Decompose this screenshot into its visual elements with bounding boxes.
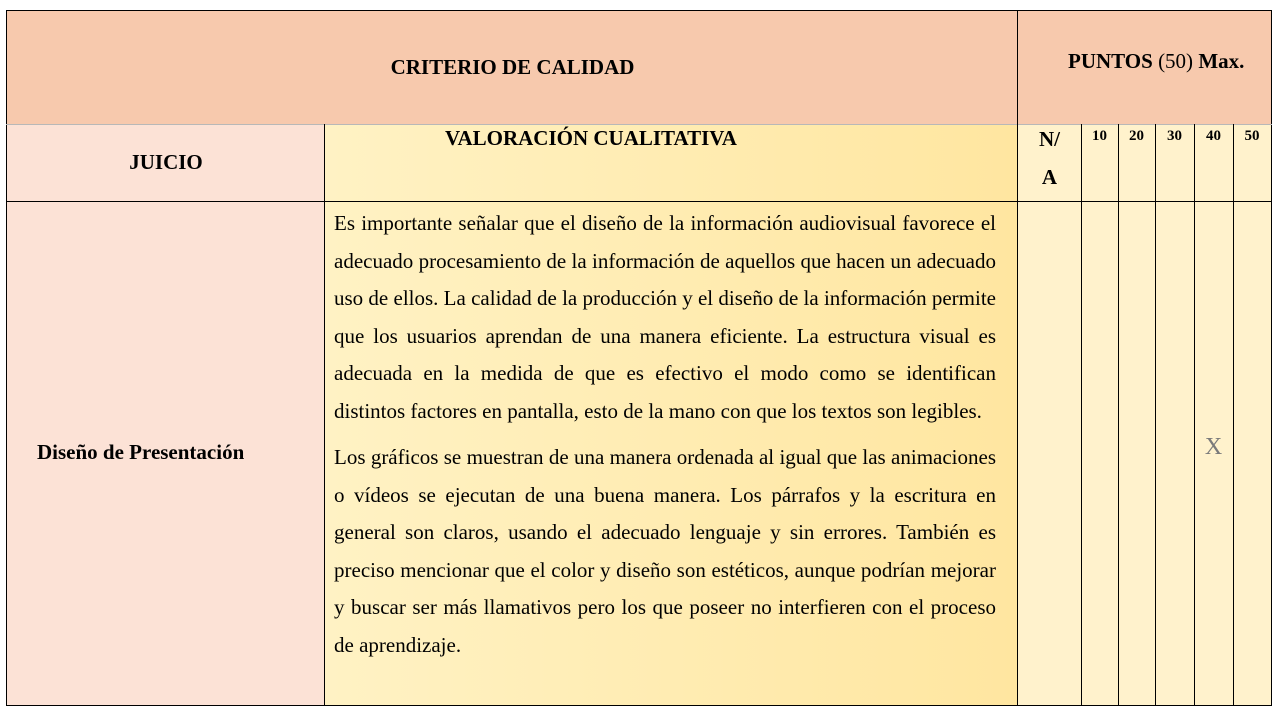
- score-header-50: [1233, 124, 1271, 201]
- divider-na: [1081, 124, 1082, 706]
- divider-40: [1233, 124, 1234, 706]
- juicio-cell: [7, 201, 325, 705]
- table-border-left: [6, 10, 7, 706]
- puntos-value: (50): [1158, 49, 1194, 73]
- divider-10: [1118, 124, 1119, 706]
- score-cell-20: [1118, 201, 1155, 705]
- puntos-header-cell: [1018, 11, 1271, 124]
- score-header-20: [1118, 124, 1155, 201]
- na-header-line1: N/: [1039, 127, 1060, 151]
- juicio-header-cell: [7, 124, 325, 201]
- score-label-20: 20: [1129, 128, 1144, 144]
- score-cell-30: [1155, 201, 1194, 705]
- table-border-top: [6, 10, 1272, 11]
- score-label-10: 10: [1092, 128, 1107, 144]
- score-header-40: [1194, 124, 1233, 201]
- score-header-30: [1155, 124, 1194, 201]
- na-header-cell: [1018, 124, 1081, 201]
- criterio-header-cell: [7, 11, 1018, 124]
- valoracion-header-label: VALORACIÓN CUALITATIVA: [445, 126, 737, 150]
- score-header-10: [1081, 124, 1118, 201]
- juicio-value: Diseño de Presentación: [37, 440, 245, 464]
- puntos-prefix: PUNTOS: [1068, 49, 1159, 73]
- juicio-header-label: JUICIO: [129, 150, 203, 174]
- puntos-suffix: Max.: [1193, 49, 1245, 73]
- header-divider: [6, 124, 1272, 125]
- divider-30: [1194, 124, 1195, 706]
- na-header-line2: A: [1041, 165, 1058, 189]
- valoracion-paragraph-2: Los gráficos se muestran de una manera ordenada al igual que las animaciones o vídeos se ejecutan de una buena manera. Los párrafos y la escritura en general son claros, usando el adecuado lenguaje y sin errores. También es preciso mencionar que el color y diseño son estéticos, aunque podrían mejorar y buscar ser más llamativos pero los que poseer no interfieren con el proceso de aprendizaje.: [334, 445, 996, 657]
- table-border-bottom: [6, 705, 1272, 706]
- score-label-40: 40: [1206, 128, 1221, 144]
- subheader-divider: [6, 201, 1272, 202]
- criterio-header-label: CRITERIO DE CALIDAD: [390, 55, 635, 79]
- score-label-50: 50: [1244, 128, 1260, 144]
- divider-juicio: [324, 124, 325, 706]
- divider-20: [1155, 124, 1156, 706]
- score-cell-10: [1081, 201, 1118, 705]
- divider-points: [1017, 10, 1018, 706]
- na-cell: [1018, 201, 1081, 705]
- valoracion-paragraph-1: Es importante señalar que el diseño de la información audiovisual favorece el adecuado procesamiento de la información de aquellos que hacen un adecuado uso de ellos. La calidad de la producción y el diseño de la información permite que los usuarios aprendan de una manera eficiente. La estructura visual es adecuada en la medida de que es efectivo el modo como se identifican distintos factores en pantalla, esto de la mano con que los textos son legibles.: [334, 211, 996, 423]
- valoracion-header-cell: [325, 124, 1018, 201]
- score-cell-50: [1233, 201, 1271, 705]
- puntos-header-label: [1068, 49, 1244, 74]
- valoracion-cell: [325, 201, 1018, 705]
- score-label-30: 30: [1167, 128, 1182, 144]
- selected-score-mark: X: [1204, 434, 1223, 460]
- table-border-right: [1271, 10, 1272, 706]
- score-cell-40: [1194, 201, 1233, 705]
